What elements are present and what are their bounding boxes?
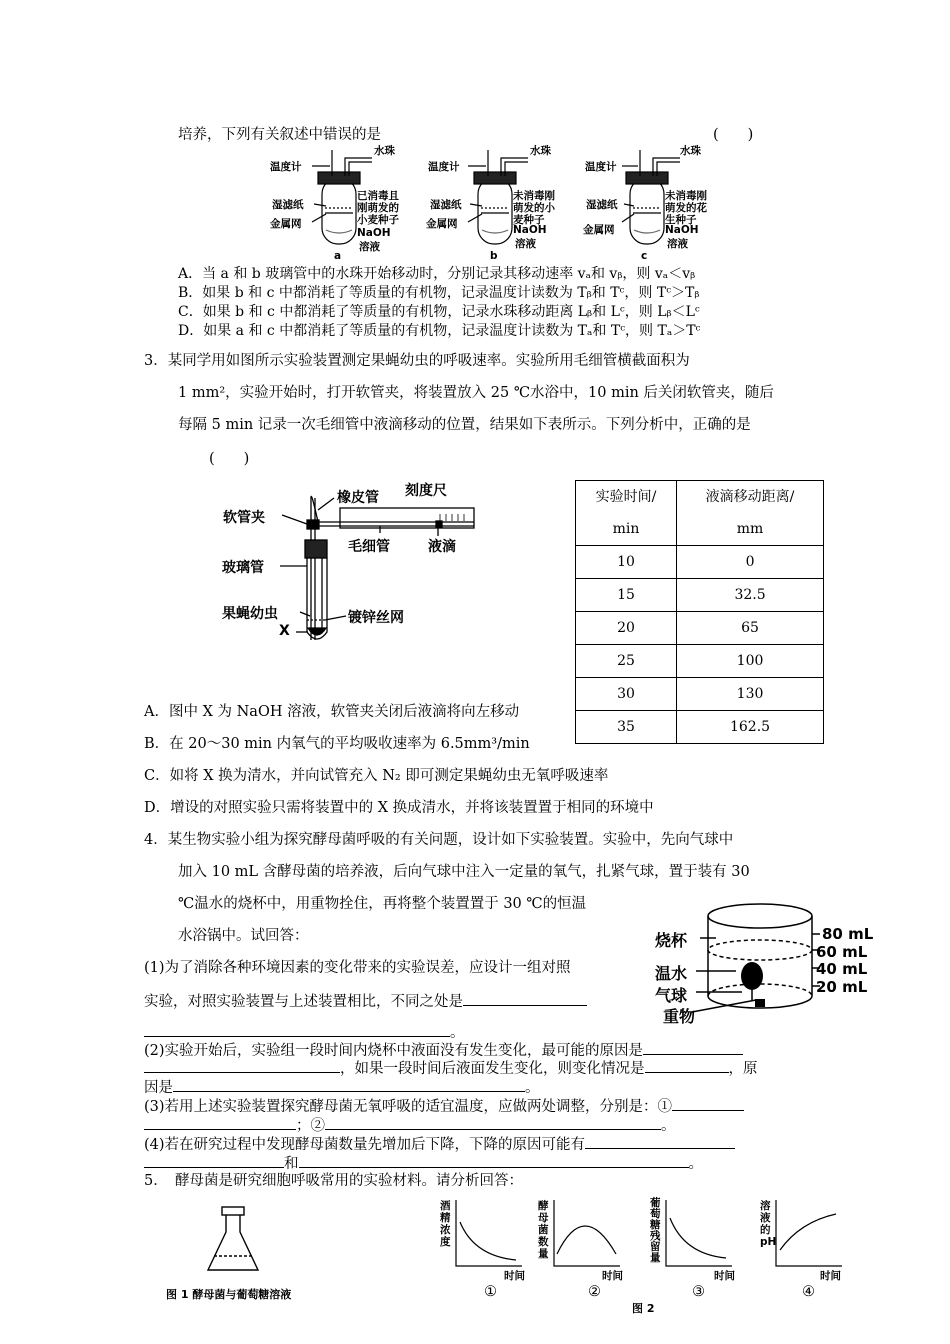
tube-b-water-bead-label: 水珠 <box>530 145 551 157</box>
tube-a-metal-mesh-label: 金属网 <box>270 218 302 230</box>
q2-option-c: C．如果 b 和 c 中都消耗了等质量的有机物，记录水珠移动距离 Lᵦ和 Lᶜ，则 Lᵦ＜Lᶜ <box>178 304 700 320</box>
table-row: 10 0 <box>576 546 824 579</box>
table-row: 30 130 <box>576 678 824 711</box>
q3-capillary-label: 毛细管 <box>348 539 390 555</box>
mark-60ml: 60 mL <box>816 943 868 961</box>
graph4-xlabel: 时间 <box>820 1270 841 1282</box>
q3-option-b: B．在 20～30 min 内氧气的平均吸收速率为 6.5mm³/min <box>144 736 530 752</box>
q3-scale-label: 刻度尺 <box>405 483 447 499</box>
graph1-number: ① <box>484 1284 497 1300</box>
q2-option-b: B．如果 b 和 c 中都消耗了等质量的有机物，记录温度计读数为 Tᵦ和 Tᶜ，则 Tᶜ＞Tᵦ <box>178 285 700 301</box>
q4-sub2-a: (2)实验开始后，实验组一段时间内烧杯中液面没有发生变化，最可能的原因是 <box>144 1040 743 1060</box>
q2-stem: 培养，下列有关叙述中错误的是 <box>178 127 381 143</box>
q4-line1: 4．某生物实验小组为探究酵母菌呼吸的有关问题，设计如下实验装置。实验中，先向气球中 <box>144 832 734 848</box>
mark-20ml: 20 mL <box>816 978 868 996</box>
tube-b-thermometer-label: 温度计 <box>428 161 460 173</box>
table-row: 35 162.5 <box>576 711 824 744</box>
tube-a-solution-label: 溶液 <box>359 241 380 253</box>
tube-b-seed-line1: 未消毒刚 <box>513 190 555 202</box>
q3-x-label: X <box>279 623 290 639</box>
graph3-xlabel: 时间 <box>714 1270 735 1282</box>
q3-line2: 1 mm²，实验开始时，打开软管夹，将装置放入 25 ℃水浴中，10 min 后关闭软管夹，随后 <box>178 385 774 401</box>
tube-a-caption: a <box>334 250 342 262</box>
tube-b-metal-mesh-label: 金属网 <box>426 218 458 230</box>
balloon-label: 气球 <box>655 986 688 1005</box>
q3-option-a: A．图中 X 为 NaOH 溶液，软管夹关闭后液滴将向左移动 <box>144 704 520 720</box>
q3-line1: 3．某同学用如图所示实验装置测定果蝇幼虫的呼吸速率。实验所用毛细管横截面积为 <box>144 353 690 369</box>
q5-fig2-caption: 图 2 <box>632 1302 655 1315</box>
q4-sub2-d: 因是 。 <box>144 1077 540 1097</box>
beaker-label: 烧杯 <box>655 931 688 950</box>
q2-option-d: D．如果 a 和 c 中都消耗了等质量的有机物，记录温度计读数为 Tₐ和 Tᶜ，则 Tₐ＞Tᶜ <box>178 323 701 339</box>
graph2-xlabel: 时间 <box>602 1270 623 1282</box>
q5-fig1-caption: 图 1 酵母菌与葡萄糖溶液 <box>166 1288 292 1301</box>
q4-sub4-b: 和 。 <box>144 1153 703 1173</box>
table-row: 25 100 <box>576 645 824 678</box>
tube-a-wet-filter-label: 湿滤纸 <box>272 199 304 211</box>
q3-option-c: C．如将 X 换为清水，并向试管充入 N₂ 即可测定果蝇幼虫无氧呼吸速率 <box>144 768 609 784</box>
q3-glass-tube-label: 玻璃管 <box>222 560 264 576</box>
tube-c-naoh-label: NaOH <box>665 224 699 236</box>
q4-sub4-a: (4)若在研究过程中发现酵母菌数量先增加后下降，下降的原因可能有 <box>144 1134 735 1154</box>
tube-a-thermometer-label: 温度计 <box>270 161 302 173</box>
tube-c-seed-line3: 生种子 <box>665 214 697 226</box>
tube-a-seed-line3: 小麦种子 <box>357 214 399 226</box>
tube-c-seed-line2: 萌发的花 <box>665 202 707 214</box>
tube-c-wet-filter-label: 湿滤纸 <box>586 199 618 211</box>
q3-larvae-label: 果蝇幼虫 <box>222 606 278 622</box>
tube-c-metal-mesh-label: 金属网 <box>583 224 615 236</box>
graph2-ylabel: 酵母菌数量 <box>538 1200 549 1260</box>
q4-line3: ℃温水的烧杯中，用重物拴住，再将整个装置置于 30 ℃的恒温 <box>178 896 587 912</box>
q4-sub3-a: (3)若用上述实验装置探究酵母菌无氧呼吸的适宜温度，应做两处调整，分别是：① <box>144 1096 744 1116</box>
tube-b-wet-filter-label: 湿滤纸 <box>430 199 462 211</box>
q4-line2: 加入 10 mL 含酵母菌的培养液，后向气球中注入一定量的氧气，扎紧气球，置于装有 30 <box>178 864 750 880</box>
tube-b-seed-line3: 麦种子 <box>513 214 545 226</box>
tube-a-naoh-label: NaOH <box>357 227 391 239</box>
tube-b-seed-line2: 萌发的小 <box>513 202 555 214</box>
q4-sub2-b: ，如果一段时间后液面发生变化，则变化情况是 ，原 <box>144 1058 758 1078</box>
q3-option-d: D．增设的对照实验只需将装置中的 X 换成清水，并将该装置置于相同的环境中 <box>144 800 654 816</box>
graph1-ylabel: 酒精浓度 <box>440 1200 451 1248</box>
tube-a-seed-line1: 已消毒且 <box>357 190 399 202</box>
q5-line1: 5． 酵母菌是研究细胞呼吸常用的实验材料。请分析回答： <box>144 1173 523 1189</box>
q3-line3: 每隔 5 min 记录一次毛细管中液滴移动的位置，结果如下表所示。下列分析中，正确的是 <box>178 417 751 433</box>
q3-rubber-tube-label: 橡皮管 <box>337 490 379 506</box>
table-row: 20 65 <box>576 612 824 645</box>
q2-paren: ( ) <box>713 127 754 143</box>
table-header-distance: 液滴移动距离/ mm <box>677 481 824 546</box>
q3-droplet-label: 液滴 <box>428 539 456 555</box>
q4-sub1-line2: 。 <box>144 1022 465 1042</box>
tube-b-caption: b <box>490 250 498 262</box>
q3-mesh-label: 镀锌丝网 <box>348 610 404 626</box>
graph4-ylabel: 溶液的pH <box>760 1200 777 1248</box>
q4-sub1-b: 实验，对照实验装置与上述装置相比，不同之处是 <box>144 991 587 1011</box>
tube-b-naoh-label: NaOH <box>513 224 547 236</box>
mark-40ml: 40 mL <box>816 960 868 978</box>
mark-80ml: 80 mL <box>822 925 874 943</box>
q4-sub1-a: (1)为了消除各种环境因素的变化带来的实验误差，应设计一组对照 <box>144 960 571 976</box>
weight-label: 重物 <box>663 1007 696 1026</box>
graph3-ylabel: 葡萄糖残留量 <box>650 1197 661 1264</box>
q4-sub3-b: ；② 。 <box>144 1115 676 1135</box>
tube-b-solution-label: 溶液 <box>515 238 536 250</box>
table-header-time: 实验时间/ min <box>576 481 677 546</box>
graph4-number: ④ <box>802 1284 815 1300</box>
tube-c-seed-line1: 未消毒刚 <box>665 190 707 202</box>
table-row: 15 32.5 <box>576 579 824 612</box>
tube-c-solution-label: 溶液 <box>667 238 688 250</box>
graph1-xlabel: 时间 <box>504 1270 525 1282</box>
warm-water-label: 温水 <box>655 964 688 983</box>
graph3-number: ③ <box>692 1284 705 1300</box>
tube-c-thermometer-label: 温度计 <box>585 161 617 173</box>
q2-option-a: A．当 a 和 b 玻璃管中的水珠开始移动时，分别记录其移动速率 vₐ和 vᵦ，则 vₐ＜vᵦ <box>178 266 696 282</box>
graph2-number: ② <box>588 1284 601 1300</box>
q4-line4: 水浴锅中。试回答： <box>178 928 309 944</box>
q3-clamp-label: 软管夹 <box>223 510 265 526</box>
tube-c-water-bead-label: 水珠 <box>680 145 701 157</box>
tube-c-caption: c <box>641 250 648 262</box>
tube-a-water-bead-label: 水珠 <box>374 145 395 157</box>
tube-a-seed-line2: 刚萌发的 <box>357 202 399 214</box>
q3-paren: ( ) <box>209 451 250 467</box>
